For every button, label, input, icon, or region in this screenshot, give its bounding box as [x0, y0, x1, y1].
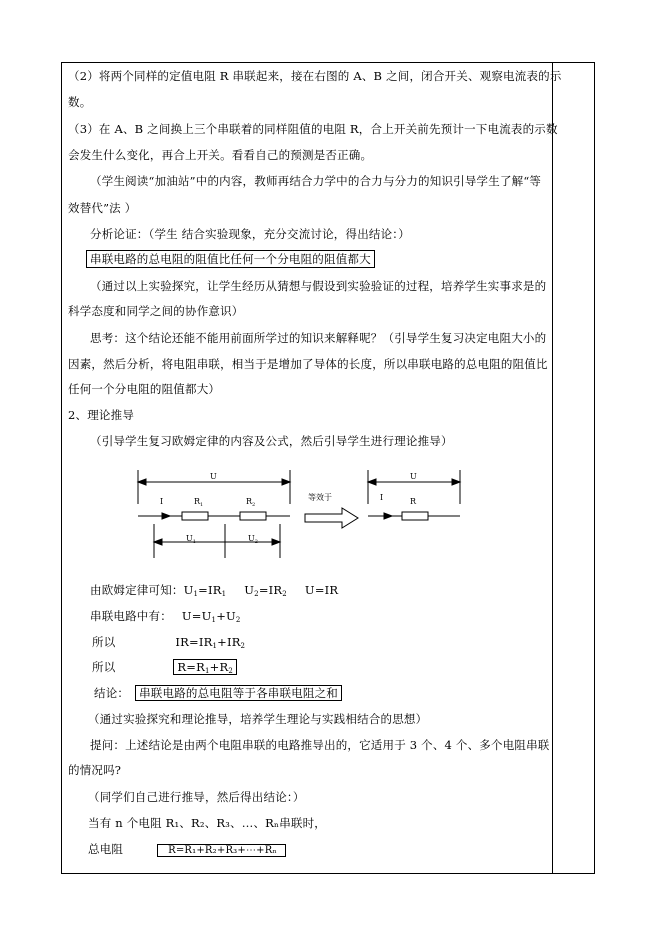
series-line [90, 608, 241, 628]
formula-u1: $U_1=IR_1$ [183, 583, 227, 598]
n-resistors-line: 当有 n 个电阻 R₁、R₂、R₃、…、Rₙ串联时， [88, 816, 327, 830]
circuit-diagram [130, 462, 470, 562]
series-label: 串联电路中有： [90, 609, 172, 623]
conclusion-box: 串联电路的总电阻等于各串联电阻之和 [135, 685, 342, 701]
paragraph-line: 数。 [68, 95, 92, 109]
paragraph-line: （通过实验探究和理论推导，培养学生理论与实践相结合的思想） [88, 712, 428, 726]
r1-label: $R_1$ [194, 497, 204, 508]
paragraph-line: 任何一个分电阻的阻值都大） [68, 382, 221, 396]
table-right-border [594, 62, 595, 874]
table-bottom-border [61, 873, 595, 874]
equivalent-label: 等效于 [308, 493, 332, 502]
table-column-divider [552, 62, 553, 874]
formula-r-box: $R=R_1+R_2$ [173, 659, 237, 675]
formula-ir: $IR=IR_1+IR_2$ [175, 635, 246, 650]
voltage-right-label: U [410, 472, 417, 481]
so-line-2 [92, 659, 237, 679]
paragraph-line: 因素，然后分析，将电阻串联，相当于是增加了导体的长度，所以串联电路的总电阻的阻值比 [68, 357, 548, 371]
u2-label: $U_2$ [248, 534, 258, 545]
total-label: 总电阻 [88, 842, 124, 856]
voltage-total-label: U [210, 472, 217, 481]
paragraph-line: （3）在 A、B 之间换上三个串联着的同样阻值的电阻 R，合上开关前先预计一下电流表的示数 [68, 122, 558, 136]
paragraph-line: （2）将两个同样的定值电阻 R 串联起来，接在右图的 A、B 之间，闭合开关、观察电流表的示 [68, 69, 562, 83]
so-line-1 [92, 634, 245, 654]
paragraph-line: （通过以上实验探究，让学生经历从猜想与假设到实验验证的过程，培养学生实事求是的 [90, 279, 547, 293]
question-line: 提问：上述结论是由两个电阻串联的电路推导出的，它适用于 3 个、4 个、多个电阻串联 [90, 738, 550, 752]
so-label: 所以 [92, 660, 116, 674]
formula-u2: $U_2=IR_2$ [244, 583, 287, 598]
ohm-law-line [90, 582, 338, 602]
paragraph-line: 思考：这个结论还能不能用前面所学过的知识来解释呢？（引导学生复习决定电阻大小的 [90, 331, 547, 345]
formula-u: U=IR [304, 583, 339, 597]
r-right-label: R [410, 497, 417, 506]
conclusion-box: 串联电路的总电阻的阻值比任何一个分电阻的阻值都大 [86, 250, 375, 268]
result-line [94, 685, 342, 701]
question-line: 的情况吗? [68, 763, 122, 777]
paragraph-line: 效替代”法 ） [68, 201, 137, 215]
so-label: 所以 [92, 635, 116, 649]
total-resistance-line [88, 841, 286, 859]
formula-n-box: R=R₁+R₂+R₃+⋯+Rₙ [157, 844, 286, 857]
table-top-border [61, 62, 595, 63]
paragraph-line: 会发生什么变化，再合上开关。看看自己的预测是否正确。 [68, 148, 373, 162]
paragraph-line: （学生阅读“加油站”中的内容，教师再结合力学中的合力与分力的知识引导学生了解“等 [90, 174, 542, 188]
section-heading: 2、理论推导 [68, 408, 135, 422]
paragraph-line: （同学们自己进行推导，然后得出结论：） [88, 790, 305, 804]
formula-series-voltage: $U=U_1+U_2$ [181, 609, 241, 624]
current-label: I [160, 497, 164, 506]
table-left-border [61, 62, 62, 874]
ohm-law-label: 由欧姆定律可知： [90, 583, 184, 597]
r2-label: $R_2$ [246, 497, 256, 508]
analysis-heading: 分析论证：（学生 结合实验现象，充分交流讨论，得出结论：） [90, 227, 410, 241]
result-label: 结论： [94, 686, 130, 700]
paragraph-line: 科学态度和同学之间的协作意识） [68, 304, 244, 318]
u1-label: $U_1$ [186, 534, 196, 545]
current-right-label: I [380, 493, 384, 502]
paragraph-line: （引导学生复习欧姆定律的内容及公式，然后引导学生进行理论推导） [90, 434, 453, 448]
